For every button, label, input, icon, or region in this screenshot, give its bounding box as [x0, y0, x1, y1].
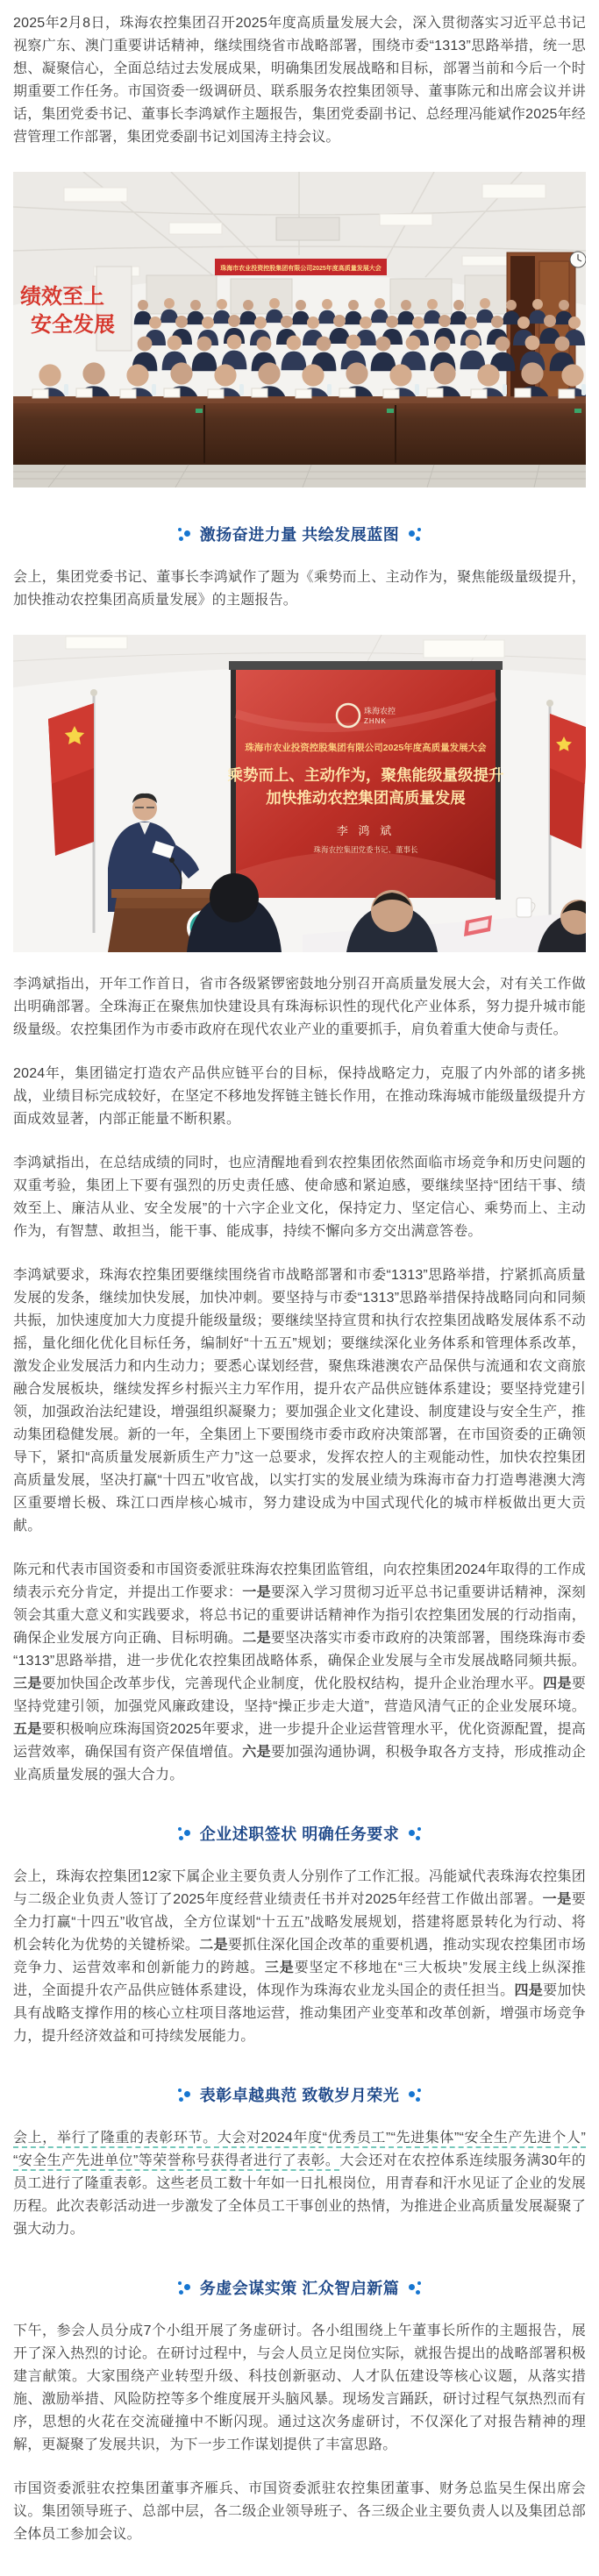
intro-paragraph: 2025年2月8日，珠海农控集团召开2025年度高质量发展大会，深入贯彻落实习近平总书记视察广东、澳门重要讲话精神，继续围绕省市战略部署，围绕市委“1313”思路举措，统一思想、凝聚信心，全面总结过去发展成果，明确集团发展战略和目标，部署当前和今后一个时期重要工作任务。市国资委一级调研员、联系服务农控集团领导、董事陈元和出席会议并讲话，集团党委书记、董事长李鸿斌作主题报告，集团党委副书记、总经理冯能斌作2025年经营管理工作部署，集团党委副书记刘国涛主持会议。 — [13, 16, 586, 145]
floor — [13, 465, 586, 487]
paragraph: 会上，举行了隆重的表彰环节。大会对2024年度“优秀员工”“先进集体”“安全生产先进个人”“安全生产先进单位”等荣誉称号获得者进行了表彰。大会还对在农控体系连续服务满30年的员工进行了隆重表彰。这些老员工数十年如一日扎根岗位，用青春和汗水见证了企业的发展历程。此次表彰活动进一步激发了全体员工干事创业的热情，为推进企业高质量发展凝聚了强大动力。 — [13, 2131, 586, 2237]
heading-dots-right-icon — [408, 2279, 422, 2296]
heading-dots-right-icon — [408, 1825, 422, 1842]
right-door — [507, 253, 575, 409]
section-heading-3 — [13, 2083, 586, 2106]
paragraph: 下午，参会人员分成7个小组开展了务虚研讨。各小组围绕上午董事长所作的主题报告，展开了深入热烈的讨论。在研讨过程中，与会人员立足岗位实际，就报告提出的战略部署积极建言献策。大家围绕产业转型升级、科技创新驱动、人才队伍建设等核心议题，从落实措施、激励举措、风险防控等多个维度展开头脑风暴。现场发言踊跃，研讨过程气氛热烈而有序，思想的火花在交流碰撞中不断闪现。通过这次务虚研讨，不仅深化了对报告精神的理解，更凝聚了发展共识，为下一步工作谋划提供了丰富思路。 — [13, 2323, 586, 2452]
speaker-photo-illustration — [13, 635, 586, 952]
screen-logo-name: 珠海农控 — [364, 707, 396, 715]
screen-speaker-name: 李 鸿 斌 — [336, 824, 396, 837]
screen-main-line2: 加快推动农控集团高质量发展 — [266, 789, 466, 807]
paragraph: 陈元和代表市国资委和市国资委派驻珠海农控集团监管组，向农控集团2024年取得的工作成绩表示充分肯定，并提出工作要求：一是要深入学习贯彻习近平总书记重要讲话精神，深刻领会其重大意义和实践要求，将总书记的重要讲话精神作为指引农控集团发展的行动指南，确保企业发展方向正确、目标明确。二是要坚决落实市委市政府的决策部署，围绕珠海市委“1313”思路举措，进一步优化农控集团战略体系，确保企业发展与全市发展战略同频共振。三是要加快国企改革步伐，完善现代企业制度，优化股权结构，提升企业治理水平。四是要坚持党建引领，加强党风廉政建设，坚持“操正步走大道”，营造风清气正的企业发展环境。五是要积极响应珠海国资2025年要求，进一步提升企业运营管理水平，优化资源配置，提高运营效率，确保国有资产保值增值。六是要加强沟通协调，积极争取各方支持，形成推动企业高质量发展的强大合力。 — [13, 1562, 586, 1783]
conference-table — [13, 396, 586, 465]
heading-dots-right-icon — [408, 2086, 422, 2103]
paragraph: 李鸿斌要求，珠海农控集团要继续围绕省市战略部署和市委“1313”思路举措，拧紧抓高质量发展的发条，继续加快发展，加快冲刺。要坚持与市委“1313”思路举措保持战略同向和同频共振，加快速度加大力度提升能级量级；要继续坚持宣贯和执行农控集团战略发展体系不动摇，量化细化优化目标任务，编制好“十五五”规划；要继续深化业务体系和管理体系改革，激发企业发展活力和内生动力；要悉心谋划经营，聚焦珠港澳农产品保供与流通和农文商旅融合发展板块，继续发挥乡村振兴主力军作用，提升农产品供应链体系建设；要坚持党建引领，加强政治法纪建设，增强组织凝聚力；要加强企业文化建设、制度建设与安全生产，推动集团稳健发展。新的一年，全集团上下要围绕市委市政府决策部署，在市国资委的正确领导下，紧扣“高质量发展新质生产力”这一总要求，发挥农控人的主观能动性，加快农控集团高质量发展，坚决打赢“十四五”收官战，以实打实的发展业绩为珠海市奋力打造粤港澳大湾区重要增长极、珠江口西岸核心城市，努力建设成为中国式现代化的城市样板做出更大贡献。 — [13, 1268, 586, 1534]
heading-dots-left-icon — [177, 2279, 191, 2296]
paragraph: 李鸿斌指出，在总结成绩的同时，也应清醒地看到农控集团依然面临市场竞争和历史问题的双重考验，集团上下要有强烈的历史责任感、使命感和紧迫感，要继续坚持“团结干事、绩效至上、廉洁从业、安全发展”的十六字企业文化，保持定力、坚定信心、乘势而上、主动作为，有智慧、敢担当，能干事、能成事，持续不懈向多方交出满意答卷。 — [13, 1156, 586, 1239]
wall-clock — [570, 252, 586, 267]
section-heading-2 — [13, 1822, 586, 1845]
screen-title: 珠海市农业投资控股集团有限公司2025年度高质量发展大会 — [245, 743, 487, 753]
conference-banner — [215, 259, 387, 275]
screen-main-line1: 乘势而上、主动作为，聚焦能级量级提升 — [227, 766, 504, 784]
group-photo-illustration — [13, 172, 586, 487]
paragraph: 李鸿斌指出，开年工作首日，省市各级紧锣密鼓地分别召开高质量发展大会，对有关工作做出明确部署。全珠海正在聚焦加快建设具有珠海标识性的现代化产业体系，努力提升城市能级量级。农控集团作为市委市政府在现代农业产业的重要抓手，肩负着重大使命与责任。 — [13, 977, 586, 1037]
banner-text: 珠海市农业投资控股集团有限公司2025年度高质量发展大会 — [220, 266, 382, 272]
heading-dots-left-icon — [177, 2086, 191, 2103]
section-heading-4 — [13, 2276, 586, 2299]
paragraph: 会上，集团党委书记、董事长李鸿斌作了题为《乘势而上、主动作为，聚焦能级量级提升，加快推动农控集团高质量发展》的主题报告。 — [13, 570, 586, 608]
heading-dots-left-icon — [177, 525, 191, 543]
section-heading-4-label: 务虚会谋实策 汇众智启新篇 — [199, 2280, 400, 2297]
paragraph: 会上，珠海农控集团12家下属企业主要负责人分别作了工作汇报。冯能斌代表珠海农控集团与二级企业负责人签订了2025年度经营业绩责任书并对2025年经营工作做出部署。一是要全力打赢“十四五”收官战，全方位谋划“十五五”战略发展规划，搭建将愿景转化为行动、将机会转化为优势的关键桥梁。二是要抓住深化国企改革的重要机遇，推动实现农控集团市场竞争力、运营效率和创新能力的跨越。三是要坚定不移地在“三大板块”发展主线上纵深推进，全面提升农产品供应链体系建设，体现作为珠海农业龙头国企的责任担当。四是要加快具有战略支撑作用的核心立柱项目落地运营，推动集团产业变革和改革创新，增强市场竞争力，提升经济效益和可持续发展能力。 — [13, 1869, 587, 2044]
screen-logo-name-en: ZHNK — [364, 717, 387, 725]
section-heading-1-label: 激扬奋进力量 共绘发展蓝图 — [199, 526, 400, 544]
heading-dots-right-icon — [408, 525, 422, 543]
screen-speaker-title: 珠海农控集团党委书记、董事长 — [313, 845, 418, 854]
photo-group-conference[interactable] — [13, 172, 586, 487]
section-heading-2-label: 企业述职签状 明确任务要求 — [199, 1825, 400, 1843]
paragraph: 2024年，集团锚定打造农产品供应链平台的目标，保持战略定力，克服了内外部的诸多挑战，业绩目标完成较好，在坚定不移地发挥链主链长作用，在推动珠海城市能级量级提升方面成效显著，内部正能量不断积累。 — [13, 1066, 586, 1127]
section-heading-3-label: 表彰卓越典范 致敬岁月荣光 — [199, 2087, 400, 2104]
section-heading-1 — [13, 523, 586, 545]
heading-dots-left-icon — [177, 1825, 191, 1842]
projection-screen — [228, 661, 504, 900]
left-door — [96, 267, 132, 351]
wall-slogan-line1: 绩效至上 — [20, 285, 104, 309]
photo-speaker-screen[interactable] — [13, 635, 586, 952]
paragraph: 市国资委派驻农控集团董事齐雁兵、市国资委派驻农控集团董事、财务总监吴生保出席会议。集团领导班子、总部中层，各二级企业领导班子、各三级企业主要负责人以及集团总部全体员工参加会议。 — [13, 2481, 586, 2542]
wall-slogan-line2: 安全发展 — [31, 313, 115, 337]
